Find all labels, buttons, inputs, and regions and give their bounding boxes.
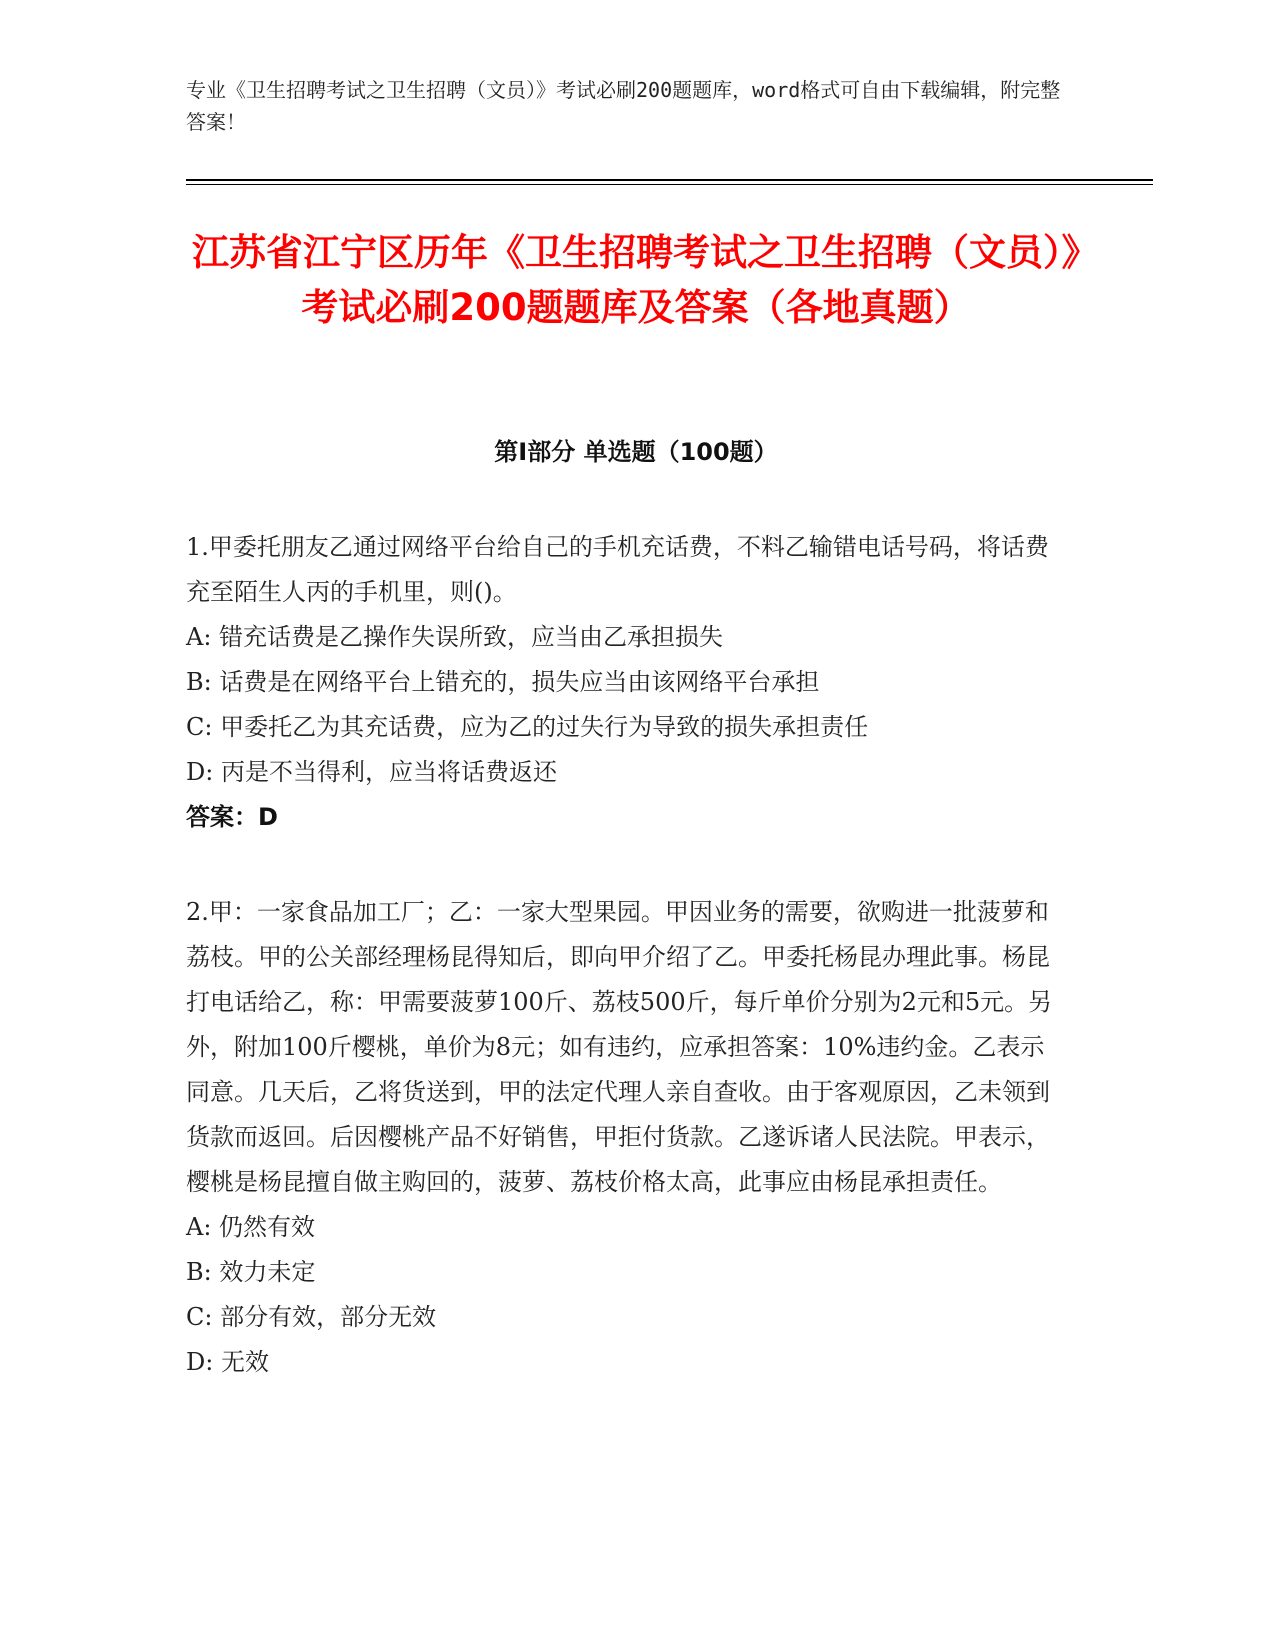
question-stem: 2.甲：一家食品加工厂；乙：一家大型果园。甲因业务的需要，欲购进一批菠萝和荔枝。甲的公关部经理杨昆得知后，即向甲介绍了乙。甲委托杨昆办理此事。杨昆打电话给乙，称：甲需要菠萝100斤、荔枝500斤，每斤单价分别为2元和5元。另外，附加100斤樱桃，单价为8元；如有违约，应承担答案：10%违约金。乙表示同意。几天后，乙将货送到，甲的法定代理人亲自查收。由于客观原因，乙未领到货款而返回。后因樱桃产品不好销售，甲拒付货款。乙遂诉诸人民法院。甲表示，樱桃是杨昆擅自做主购回的，菠萝、荔枝价格太高，此事应由杨昆承担责任。 [186,898,1053,1196]
question-2 [186,890,1066,1385]
option-c: C: 部分有效，部分无效 [186,1303,437,1331]
option-c: C: 甲委托乙为其充话费，应为乙的过失行为导致的损失承担责任 [186,713,869,741]
option-d: D: 无效 [186,1348,269,1376]
header-note: 专业《卫生招聘考试之卫生招聘（文员）》考试必刷200题题库，word格式可自由下载编辑，附完整答案！ [186,78,1061,134]
option-a: A: 仍然有效 [186,1213,316,1241]
option-b: B: 效力未定 [186,1258,316,1286]
question-1 [186,525,1066,840]
answer-label: 答案：D [186,803,278,831]
option-a: A: 错充话费是乙操作失误所致，应当由乙承担损失 [186,623,724,651]
option-b: B: 话费是在网络平台上错充的，损失应当由该网络平台承担 [186,668,820,696]
section-heading: 第Ⅰ部分 单选题（100题） [494,438,778,466]
question-stem: 1.甲委托朋友乙通过网络平台给自己的手机充话费，不料乙输错电话号码，将话费充至陌生人丙的手机里，则()。 [186,533,1049,606]
document-title: 江苏省江宁区历年《卫生招聘考试之卫生招聘（文员）》考试必刷200题题库及答案（各地真题） [192,231,1080,329]
header-divider-thin [186,184,1153,185]
header-divider [186,179,1153,181]
option-d: D: 丙是不当得利，应当将话费返还 [186,758,557,786]
